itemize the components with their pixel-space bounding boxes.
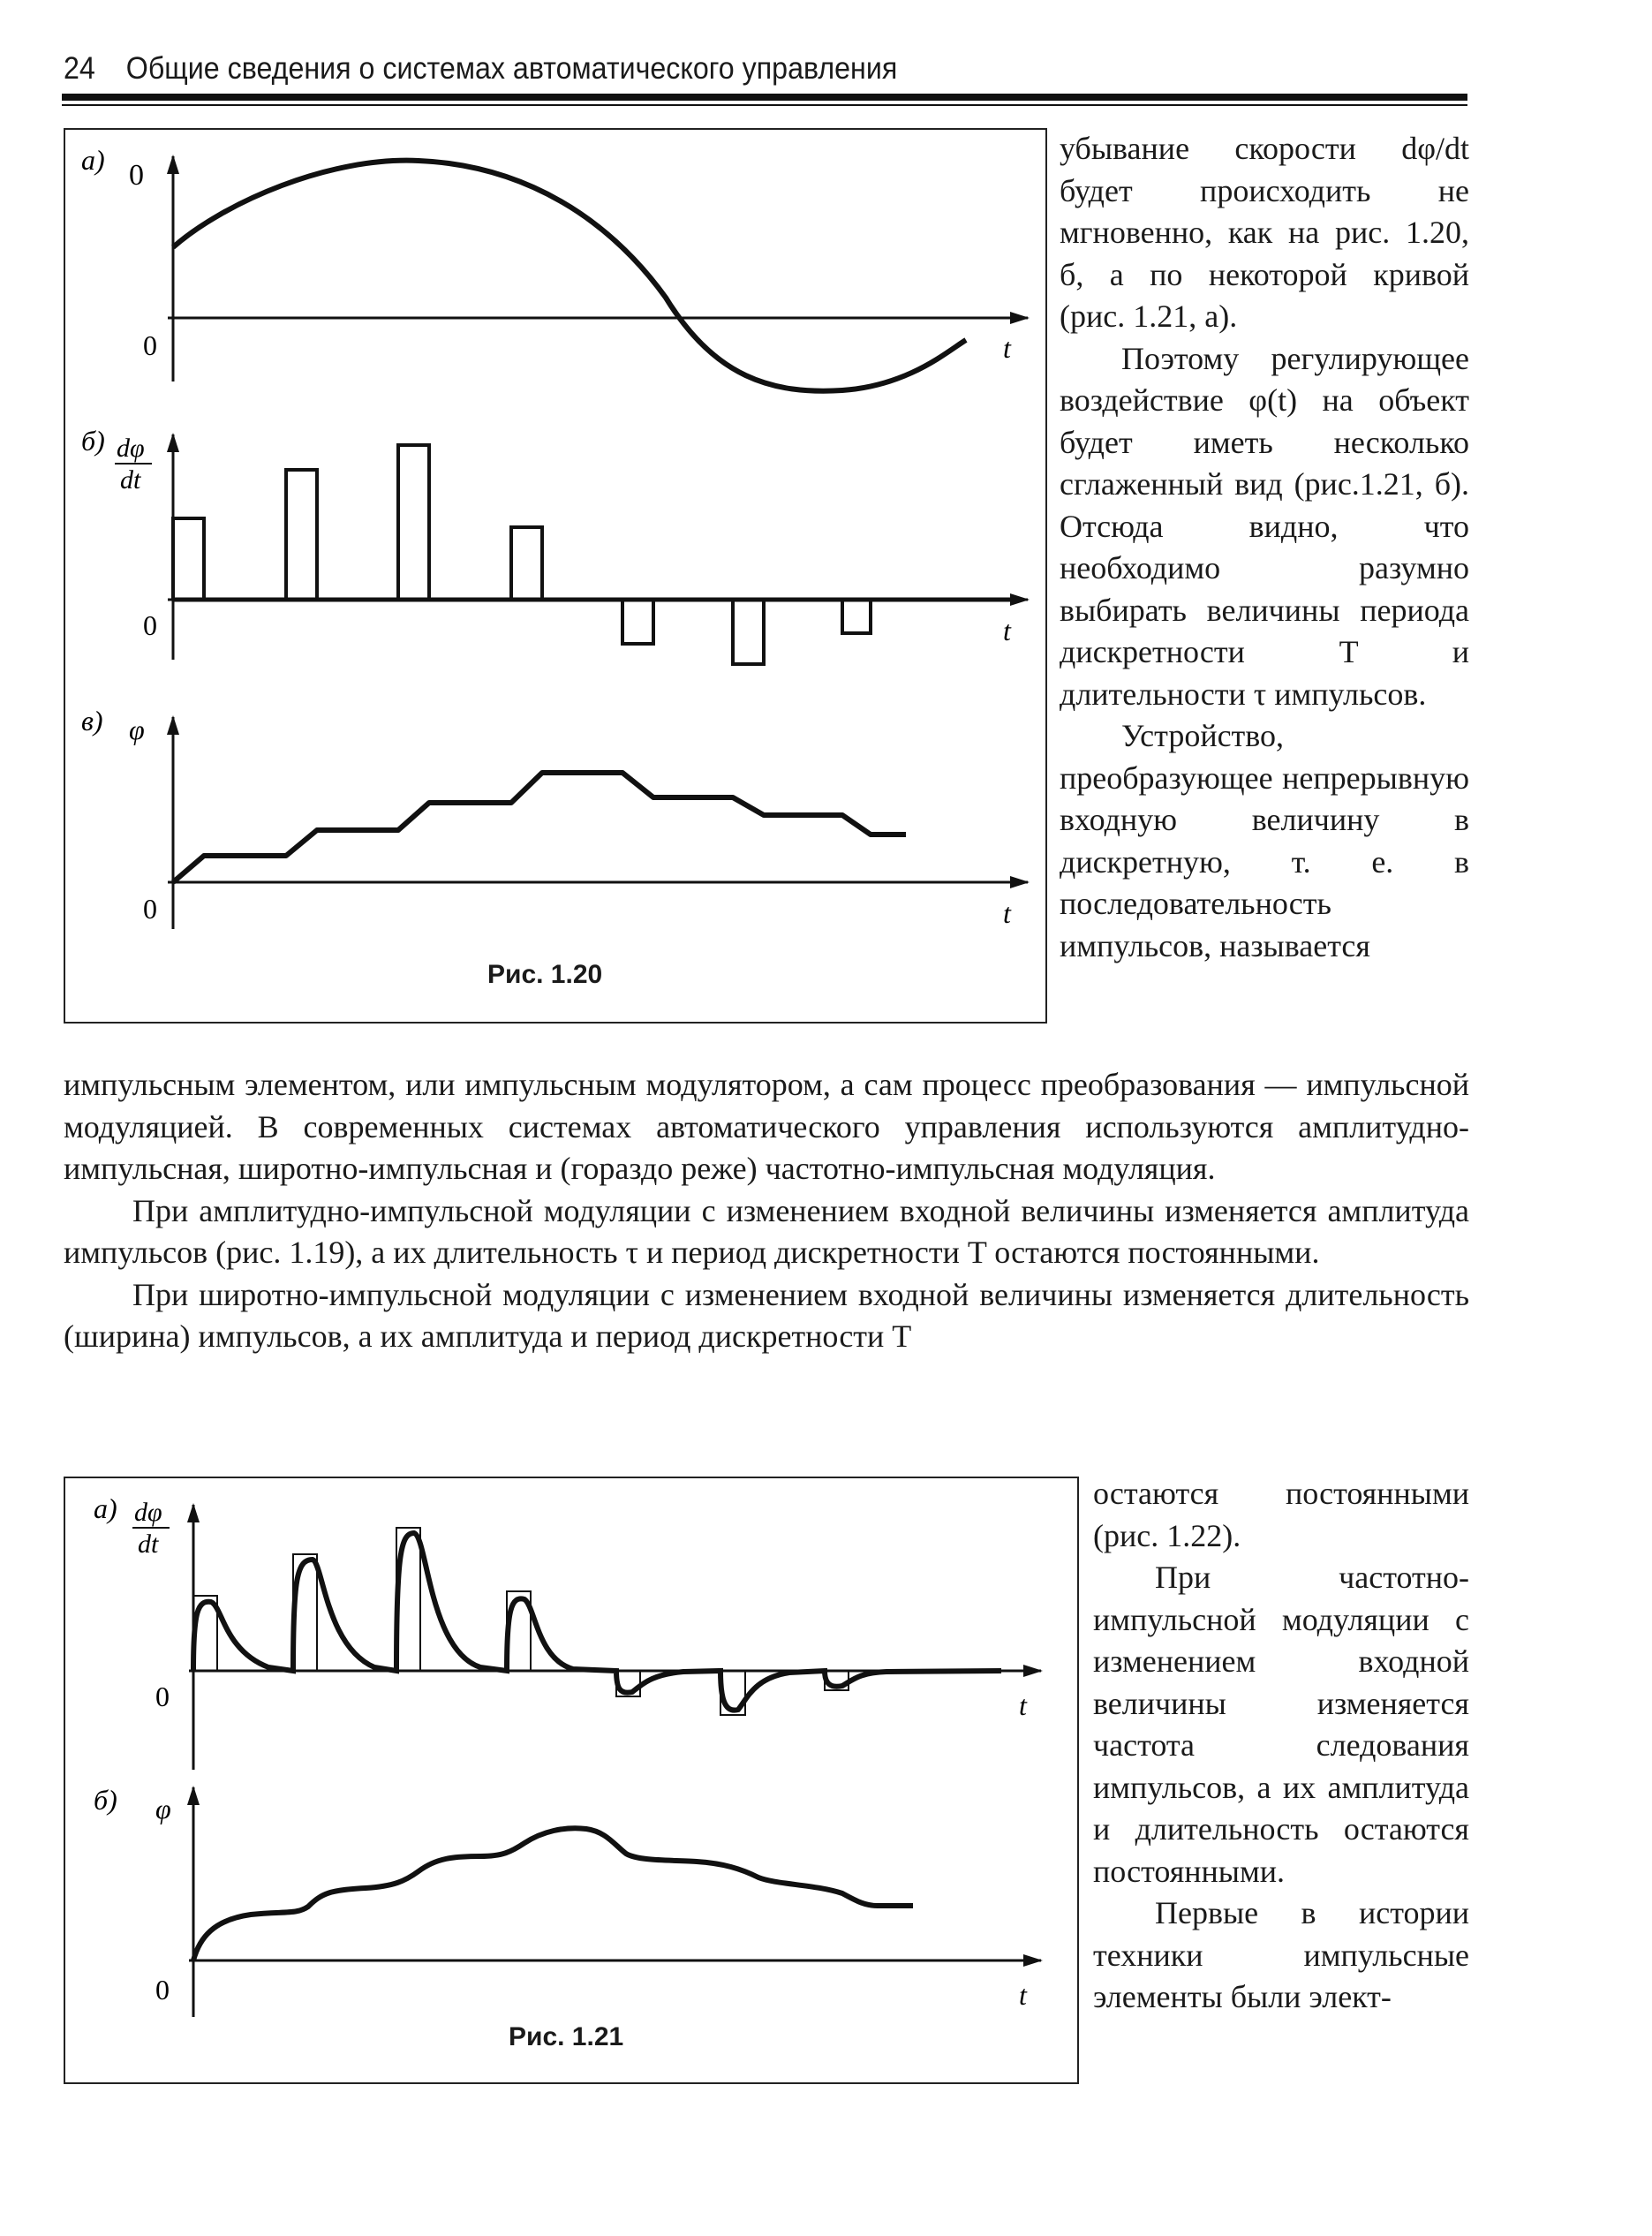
para-right-5: При частотно-импульсной модуляции с изменением входной величины изменяется частота следования импульсов, а их амплитуда и длительность остаются постоянными. [1093, 1560, 1469, 1889]
ylabel-a2-num: dφ [134, 1498, 162, 1527]
tag-a: а) [81, 144, 105, 176]
para-full-2: При амплитудно-импульсной модуляции с изменением входной величины изменяется амплитуда импульсов (рис. 1.19), а их длительность τ и период дискретности T остаются постоянными. [64, 1192, 1469, 1270]
page-header [64, 51, 897, 87]
header-rule-thin [62, 104, 1467, 106]
para-full-1: импульсным элементом, или импульсным модулятором, а сам процесс преобразования — импульсной модуляцией. В современных системах автоматического управления используются амплитудно-импульсная, широтно-импульсная и (гораздо реже) частотно-импульсная модуляция. [64, 1067, 1469, 1186]
header-rule-thick [62, 94, 1467, 101]
pulse-train-b [173, 445, 871, 664]
running-title: Общие сведения о системах автоматического управления [125, 51, 898, 86]
figure-1-21 [64, 1477, 1079, 2084]
ylabel-b-num: dφ [117, 434, 145, 463]
para-right-6: Первые в истории техники импульсные элементы были элект- [1093, 1895, 1469, 2014]
zero-b: 0 [143, 609, 157, 641]
figure-1-21-svg [65, 1478, 1077, 2082]
phi-smooth-curve [193, 1828, 913, 1960]
right-column-top [1060, 128, 1469, 967]
zero-a2: 0 [155, 1681, 170, 1712]
t-a: t [1003, 332, 1011, 364]
ylabel-a: 0 [129, 159, 144, 192]
para-right-1: убывание скорости dφ/dt будет происходить не мгновенно, как на рис. 1.20, б, а по некоторой кривой (рис. 1.21, а). [1060, 131, 1469, 334]
caption-1-21: Рис. 1.21 [509, 2022, 624, 2051]
t-b: t [1003, 615, 1011, 646]
t-b2: t [1019, 1979, 1027, 2011]
page-number: 24 [64, 51, 95, 86]
ylabel-b2: φ [155, 1793, 171, 1824]
smoothed-pulses-a2 [193, 1533, 1001, 1711]
ylabel-a2-den: dt [138, 1530, 159, 1559]
figure-1-20 [64, 128, 1047, 1024]
ylabel-b-den: dt [120, 465, 141, 495]
t-a2: t [1019, 1689, 1027, 1721]
right-column-bottom [1093, 1473, 1469, 2019]
caption-1-20: Рис. 1.20 [487, 960, 603, 989]
para-full-3: При широтно-импульсной модуляции с изменением входной величины изменяется длительность (ширина) импульсов, а их амплитуда и период дискретности T [64, 1276, 1469, 1354]
tag-b: б) [81, 425, 105, 457]
tag-a2: а) [94, 1492, 117, 1524]
zero-b2: 0 [155, 1974, 170, 2006]
para-right-3: Устройство, преобразующее непрерывную входную величину в дискретную, т. е. в последовательность импульсов, называется [1060, 718, 1469, 963]
para-right-2: Поэтому регулирующее воздействие φ(t) на объект будет иметь несколько сглаженный вид (рис.1.21, б). Отсюда видно, что необходимо разумно выбирать величины периода дискретности T и длительности τ импульсов. [1060, 340, 1469, 712]
zero-a: 0 [143, 329, 157, 361]
full-width-text [64, 1064, 1469, 1358]
para-right-4: остаются постоянными (рис. 1.22). [1093, 1476, 1469, 1553]
tag-b2: б) [94, 1784, 117, 1816]
phi-staircase [173, 773, 906, 882]
zero-v: 0 [143, 893, 157, 925]
t-v: t [1003, 897, 1011, 929]
figure-1-20-svg [65, 130, 1045, 1022]
sine-curve [173, 161, 966, 391]
ylabel-v: φ [129, 714, 145, 745]
tag-v: в) [81, 705, 103, 737]
